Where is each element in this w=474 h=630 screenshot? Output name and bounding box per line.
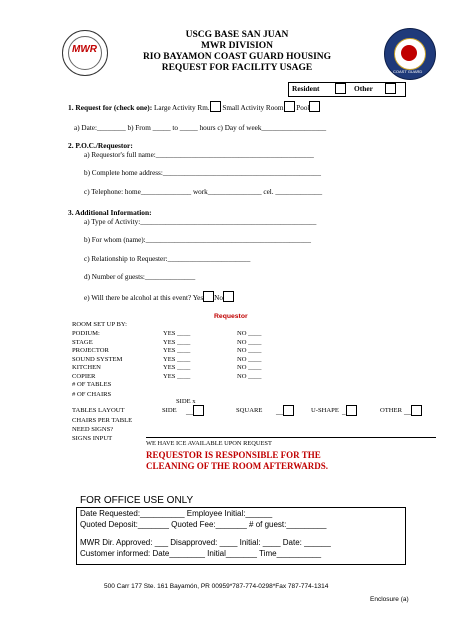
- layout-other-label: OTHER: [380, 407, 402, 414]
- requestor-tag: Requestor: [214, 313, 248, 320]
- cleaning-note-2: CLEANING OF THE ROOM AFTERWARDS.: [146, 461, 328, 471]
- setup-no-projector[interactable]: NO ____: [237, 347, 262, 355]
- header-line-2: MWR DIVISION: [200, 41, 274, 51]
- layout-square-checkbox[interactable]: [283, 405, 294, 416]
- setup-item-stage: STAGE: [72, 338, 93, 346]
- enclosure-label: Enclosure (a): [370, 596, 409, 603]
- alcohol-row: [84, 291, 234, 302]
- activity-type-field[interactable]: a) Type of Activity:_________________________________________________: [84, 218, 317, 226]
- setup-no-copier[interactable]: NO ____: [237, 373, 262, 380]
- date-time-fields[interactable]: a) Date:________ b) From _____ to _____ hours c) Day of week__________________: [74, 124, 327, 132]
- section1-row: [68, 101, 320, 112]
- section1-label: 1. Request for (check one):: [68, 103, 153, 112]
- layout-side-blank[interactable]: __: [186, 405, 204, 416]
- alcohol-yes-checkbox[interactable]: [203, 291, 214, 302]
- alcohol-question: e) Will there be alcohol at this event?: [84, 294, 192, 302]
- layout-square-blank[interactable]: __: [276, 405, 294, 416]
- setup-yes-podium[interactable]: YES ____: [163, 330, 191, 337]
- setup-yes-sound-system[interactable]: YES ____: [163, 355, 191, 363]
- header-line-3: RIO BAYAMON COAST GUARD HOUSING: [142, 52, 332, 62]
- relationship-field[interactable]: c) Relationship to Requester:_______________________: [84, 255, 251, 263]
- mwr-logo-text: MWR: [72, 44, 97, 55]
- large-room-checkbox[interactable]: [210, 101, 221, 112]
- section2-label: 2. P.O.C./Requestor:: [68, 141, 133, 150]
- layout-other-blank[interactable]: __: [404, 405, 422, 416]
- office-title: FOR OFFICE USE ONLY: [80, 495, 194, 506]
- layout-side-checkbox[interactable]: [193, 405, 204, 416]
- setup-item-sound-system: SOUND SYSTEM: [72, 355, 123, 363]
- office-line-3[interactable]: MWR Dir. Approved: ___ Disapproved: ____ Initial: ____ Date: ______: [80, 538, 331, 547]
- layout-square-label: SQUARE: [236, 407, 263, 414]
- other-label: Other: [354, 84, 373, 93]
- side-label: SIDE: [162, 407, 177, 414]
- setup-item-projector: PROJECTOR: [72, 347, 109, 355]
- layout-ushape-blank[interactable]: _: [342, 405, 357, 416]
- seal-text: COAST GUARD: [393, 69, 423, 74]
- resident-checkbox[interactable]: [335, 83, 346, 94]
- setup-item-kitchen: KITCHEN: [72, 364, 101, 372]
- setup-no-sound-system[interactable]: NO ____: [237, 355, 262, 363]
- tables-label: # OF TABLES: [72, 381, 112, 388]
- alcohol-yes-label: Yes: [192, 294, 204, 302]
- pool-checkbox[interactable]: [309, 101, 320, 112]
- office-line-1[interactable]: Date Requested:__________ Employee Initial:______: [80, 509, 273, 518]
- home-address-field[interactable]: b) Complete home address:____________________________________________: [84, 169, 321, 177]
- setup-item-copier: COPIER: [72, 373, 96, 380]
- setup-yes-stage[interactable]: YES ____: [163, 338, 191, 346]
- setup-no-kitchen[interactable]: NO ____: [237, 364, 262, 372]
- footer-address: 500 Carr 177 Ste. 161 Bayamón, PR 00959*787-774-0298*Fax 787-774-1314: [104, 583, 329, 590]
- alcohol-no-label: No: [214, 294, 223, 302]
- guests-field[interactable]: d) Number of guests:______________: [84, 273, 196, 281]
- small-room-checkbox[interactable]: [284, 101, 295, 112]
- cleaning-note-1: REQUESTOR IS RESPONSIBLE FOR THE: [146, 450, 321, 460]
- setup-no-podium[interactable]: NO ____: [237, 330, 262, 337]
- layout-other-checkbox[interactable]: [411, 405, 422, 416]
- office-line-2[interactable]: Quoted Deposit:_______ Quoted Fee:_______ # of guest:_________: [80, 520, 327, 529]
- for-whom-field[interactable]: b) For whom (name):______________________________________________: [84, 236, 311, 244]
- resident-label: Resident: [292, 84, 320, 93]
- setup-item-podium: PODIUM:: [72, 330, 100, 337]
- option-large-room: Large Activity Rm.: [154, 104, 210, 112]
- telephone-field[interactable]: c) Telephone: home______________ work_______________ cel. _____________: [84, 188, 323, 196]
- option-pool: Pool: [296, 104, 310, 112]
- setup-title: ROOM SET UP BY:: [72, 321, 127, 328]
- side-x-label: SIDE x: [176, 398, 196, 405]
- tables-layout-label: TABLES LAYOUT: [72, 407, 125, 414]
- setup-yes-kitchen[interactable]: YES ____: [163, 364, 191, 372]
- header-line-4: REQUEST FOR FACILITY USAGE: [161, 63, 313, 73]
- other-checkbox[interactable]: [385, 83, 396, 94]
- requestor-name-field[interactable]: a) Requestor's full name:____________________________________________: [84, 151, 314, 159]
- ice-divider: [146, 437, 436, 438]
- header-line-1: USCG BASE SAN JUAN: [185, 30, 289, 40]
- chairs-label: # OF CHAIRS: [72, 391, 112, 398]
- chairs-per-table-label: CHAIRS PER TABLE: [72, 417, 133, 424]
- need-signs-label: NEED SIGNS?: [72, 426, 114, 433]
- signs-input-label: SIGNS INPUT: [72, 435, 113, 442]
- layout-ushape-label: U-SHAPE: [311, 407, 339, 414]
- setup-yes-copier[interactable]: YES ____: [163, 373, 191, 380]
- office-line-4[interactable]: Customer informed: Date________ Initial_______ Time__________: [80, 549, 322, 558]
- option-small-room: Small Activity Room: [222, 104, 284, 112]
- setup-no-stage[interactable]: NO ____: [237, 338, 262, 346]
- layout-ushape-checkbox[interactable]: [346, 405, 357, 416]
- section3-label: 3. Additional Information:: [68, 208, 152, 217]
- ice-note: WE HAVE ICE AVAILABLE UPON REQUEST: [146, 440, 272, 447]
- alcohol-no-checkbox[interactable]: [223, 291, 234, 302]
- setup-yes-projector[interactable]: YES ____: [163, 347, 191, 355]
